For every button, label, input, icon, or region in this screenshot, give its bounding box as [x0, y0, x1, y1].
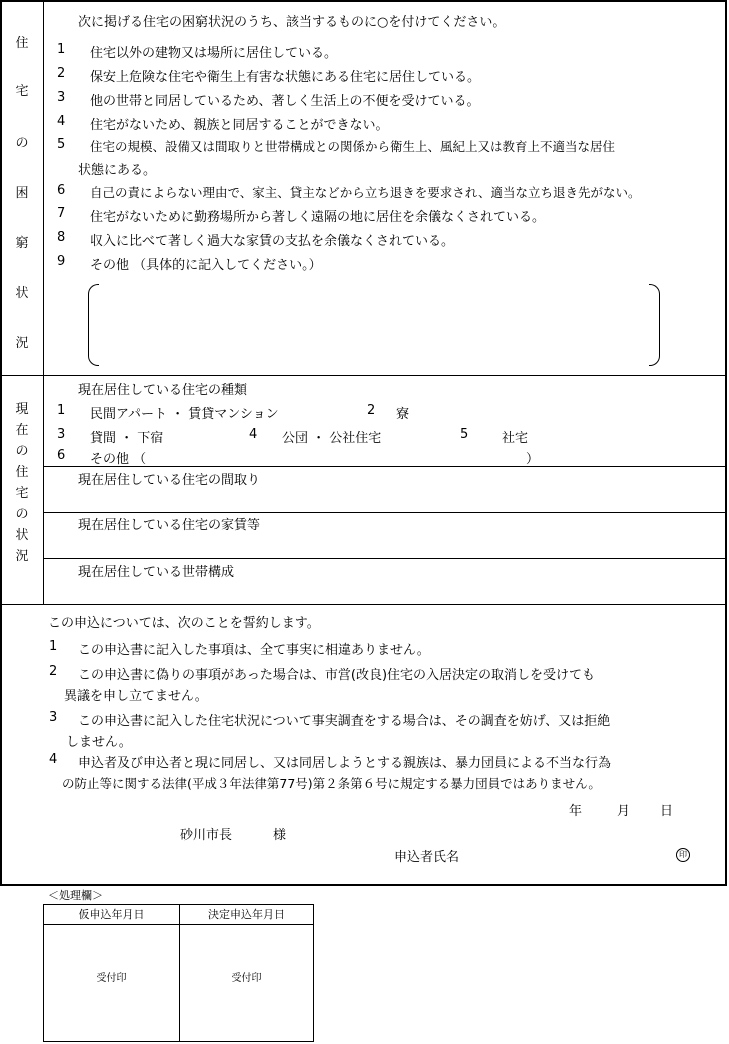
item-number: 2 [57, 66, 66, 81]
seal-icon: 印 [676, 848, 690, 862]
item-text: 住宅以外の建物又は場所に居住している。 [90, 46, 338, 61]
label-char: の [15, 507, 29, 522]
receipt-stamp-decision: 受付印 [231, 973, 262, 984]
item-text: この申込書に記入した事項は、全て事実に相違ありません。 [78, 643, 430, 658]
processing-title: ＜処理欄＞ [48, 889, 103, 902]
item-text: 保安上危険な住宅や衛生上有害な状態にある住宅に居住している。 [90, 70, 481, 85]
other-details-input[interactable] [88, 284, 660, 366]
pledge-intro: この申込については、次のことを誓約します。 [48, 616, 320, 631]
day-label: 日 [660, 804, 674, 819]
item-text: 住宅の規模、設備又は間取りと世帯構成との関係から衛生上、風紀上又は教育上不適当な居住 [90, 139, 616, 154]
item-text: 他の世帯と同居しているため、著しく生活上の不便を受けている。 [90, 94, 480, 109]
label-char: の [15, 444, 29, 459]
type-option-private-apartment[interactable]: 民間アパート ・ 賃貸マンション [90, 407, 279, 422]
type-number: 2 [367, 403, 376, 418]
section-divider-2 [0, 604, 727, 605]
label-char: 困 [15, 186, 29, 201]
label-char: の [15, 136, 29, 151]
month-label: 月 [617, 804, 631, 819]
item-text-continued: 状態にある。 [78, 163, 157, 178]
label-char: 況 [15, 549, 29, 564]
year-label: 年 [569, 804, 583, 819]
item-text-continued: しません。 [66, 735, 132, 750]
label-char: 状 [15, 528, 29, 543]
item-text: 住宅がないために勤務場所から著しく遠隔の地に居住を余儀なくされている。 [90, 210, 546, 225]
type-option-other[interactable]: その他 （ [90, 452, 147, 467]
type-option-company-housing[interactable]: 社宅 [502, 431, 529, 446]
label-char: 宅 [15, 84, 29, 99]
type-number: 3 [57, 427, 66, 442]
item-text: 申込者及び申込者と現に同居し、又は同居しようとする親族は、暴力団員による不当な行為 [78, 756, 612, 771]
item-number: 4 [49, 752, 58, 767]
other-close-paren: ） [526, 452, 540, 467]
item-text-continued: 異議を申し立てません。 [64, 689, 208, 704]
item-text: その他 （具体的に記入してください。） [90, 258, 322, 273]
item-text: この申込書に偽りの事項があった場合は、市営(改良)住宅の入居決定の取消しを受けても [78, 668, 596, 683]
right-bracket [649, 284, 660, 366]
label-char: 在 [15, 423, 29, 438]
label-char: 住 [15, 36, 29, 51]
item-number: 1 [57, 42, 66, 57]
item-number: 3 [49, 710, 58, 725]
type-option-public-housing[interactable]: 公団 ・ 公社住宅 [282, 431, 382, 446]
item-text: 自己の責によらない理由で、家主、貸主などから立ち退きを要求され、適当な立ち退き先がない。 [90, 185, 641, 200]
layout-field-label: 現在居住している住宅の間取り [78, 473, 261, 488]
item-number: 4 [57, 114, 66, 129]
type-option-dormitory[interactable]: 寮 [396, 407, 410, 422]
item-number: 8 [57, 230, 66, 245]
provisional-date-header: 仮申込年月日 [78, 908, 145, 921]
label-char: 窮 [15, 236, 29, 251]
item-number: 6 [57, 183, 66, 198]
processing-table [43, 904, 314, 1042]
label-char: 現 [15, 402, 29, 417]
honorific: 様 [273, 828, 287, 843]
label-char: 況 [15, 336, 29, 351]
item-text: 収入に比べて著しく過大な家賃の支払を余儀なくされている。 [90, 234, 455, 249]
item-number: 2 [49, 664, 58, 679]
type-number: 4 [249, 427, 258, 442]
item-number: 5 [57, 137, 66, 152]
item-text: この申込書に記入した住宅状況について事実調査をする場合は、その調査を妨げ、又は拒絶 [78, 714, 611, 729]
item-number: 3 [57, 90, 66, 105]
row-divider-household [43, 558, 727, 559]
item-number: 1 [49, 639, 58, 654]
section-divider-1 [0, 375, 727, 376]
item-number: 7 [57, 206, 66, 221]
item-text: 住宅がないため、親族と同居することができない。 [90, 118, 389, 133]
item-text-continued: の防止等に関する法律(平成３年法律第77号)第２条第６号に規定する暴力団員ではありません。 [62, 776, 601, 791]
row-divider-rent [43, 512, 727, 513]
receipt-stamp-provisional: 受付印 [96, 973, 127, 984]
type-number: 5 [460, 427, 469, 442]
housing-type-title: 現在居住している住宅の種類 [78, 383, 248, 398]
left-bracket [88, 284, 99, 366]
addressee: 砂川市長 [180, 828, 233, 843]
housing-intro: 次に掲げる住宅の困窮状況のうち、該当するものに○を付けてください。 [78, 15, 506, 30]
type-number: 6 [57, 448, 66, 463]
label-char: 住 [15, 465, 29, 480]
label-char: 宅 [15, 486, 29, 501]
label-char: 状 [15, 286, 29, 301]
item-number: 9 [57, 254, 66, 269]
type-number: 1 [57, 403, 66, 418]
type-option-room-rental[interactable]: 貸間 ・ 下宿 [90, 431, 164, 446]
decision-date-header: 決定申込年月日 [208, 908, 285, 921]
applicant-name-label: 申込者氏名 [394, 850, 460, 865]
rent-field-label: 現在居住している住宅の家賃等 [78, 518, 261, 533]
household-field-label: 現在居住している世帯構成 [78, 565, 235, 580]
